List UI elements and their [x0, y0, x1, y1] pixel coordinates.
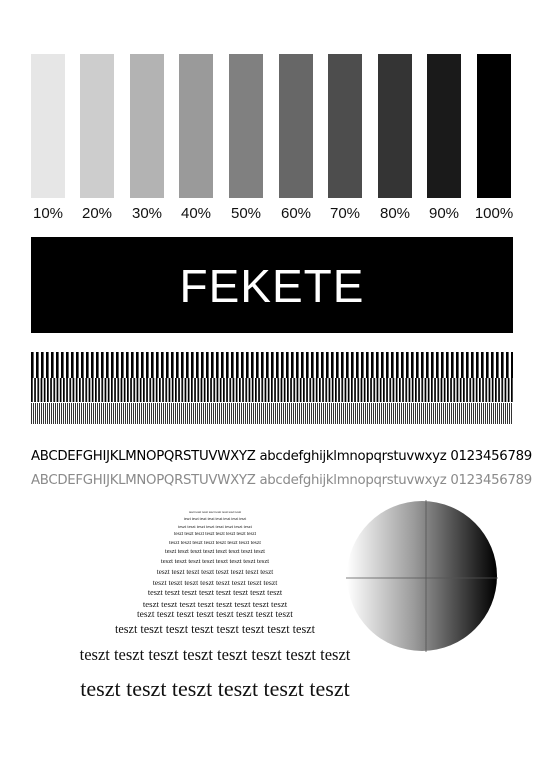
gray-label-60: 60% [280, 205, 312, 222]
teszt-line-12: teszt teszt teszt teszt teszt teszt teszt teszt [137, 610, 293, 620]
gray-swatch-50 [229, 54, 263, 198]
teszt-line-3: teszt teszt teszt teszt teszt teszt teszt teszt [178, 524, 252, 529]
teszt-line-14: teszt teszt teszt teszt teszt teszt teszt teszt [79, 645, 351, 664]
coarse-line-pattern [31, 352, 513, 378]
gray-swatch-30 [130, 54, 164, 198]
gray-label-20: 20% [81, 205, 113, 222]
alphabet-line-black: ABCDEFGHIJKLMNOPQRSTUVWXYZ abcdefghijklmnopqrstuvwxyz 0123456789 [31, 449, 532, 464]
gray-label-100: 100% [474, 205, 514, 222]
sphere-disc [347, 501, 497, 651]
teszt-line-1: teszt teszt teszt teszt teszt teszt teszt teszt [188, 510, 242, 514]
gray-label-50: 50% [230, 205, 262, 222]
black-banner [31, 237, 513, 333]
banner-title: FEKETE [179, 260, 365, 312]
teszt-line-8: teszt teszt teszt teszt teszt teszt teszt teszt [156, 568, 274, 576]
teszt-line-15: teszt teszt teszt teszt teszt teszt [80, 676, 350, 701]
gray-label-90: 90% [428, 205, 460, 222]
gray-swatch-60 [279, 54, 313, 198]
teszt-line-7: teszt teszt teszt teszt teszt teszt teszt teszt [160, 558, 270, 565]
gray-label-10: 10% [32, 205, 64, 222]
teszt-line-10: teszt teszt teszt teszt teszt teszt teszt teszt [147, 588, 283, 597]
fine-line-pattern [31, 403, 513, 424]
teszt-line-4: teszt teszt teszt teszt teszt teszt teszt teszt [173, 532, 257, 537]
gray-swatch-20 [80, 54, 114, 198]
medium-line-pattern [31, 378, 513, 402]
gradient-sphere [346, 500, 498, 652]
gray-swatch-100 [477, 54, 511, 198]
gray-label-70: 70% [329, 205, 361, 222]
gray-swatch-40 [179, 54, 213, 198]
teszt-line-13: teszt teszt teszt teszt teszt teszt teszt teszt [115, 622, 315, 636]
gray-swatch-10 [31, 54, 65, 198]
gray-label-30: 30% [131, 205, 163, 222]
teszt-line-2: teszt teszt teszt teszt teszt teszt teszt teszt [183, 517, 247, 521]
gray-swatch-80 [378, 54, 412, 198]
teszt-line-5: teszt teszt teszt teszt teszt teszt teszt teszt [169, 540, 261, 546]
gray-swatch-70 [328, 54, 362, 198]
gray-label-80: 80% [379, 205, 411, 222]
alphabet-line-gray: ABCDEFGHIJKLMNOPQRSTUVWXYZ abcdefghijklmnopqrstuvwxyz 0123456789 [31, 473, 532, 488]
gray-swatch-90 [427, 54, 461, 198]
teszt-line-9: teszt teszt teszt teszt teszt teszt teszt teszt [152, 578, 278, 587]
gray-label-40: 40% [180, 205, 212, 222]
teszt-line-6: teszt teszt teszt teszt teszt teszt teszt teszt [165, 549, 265, 555]
teszt-line-11: teszt teszt teszt teszt teszt teszt teszt teszt [142, 599, 288, 609]
